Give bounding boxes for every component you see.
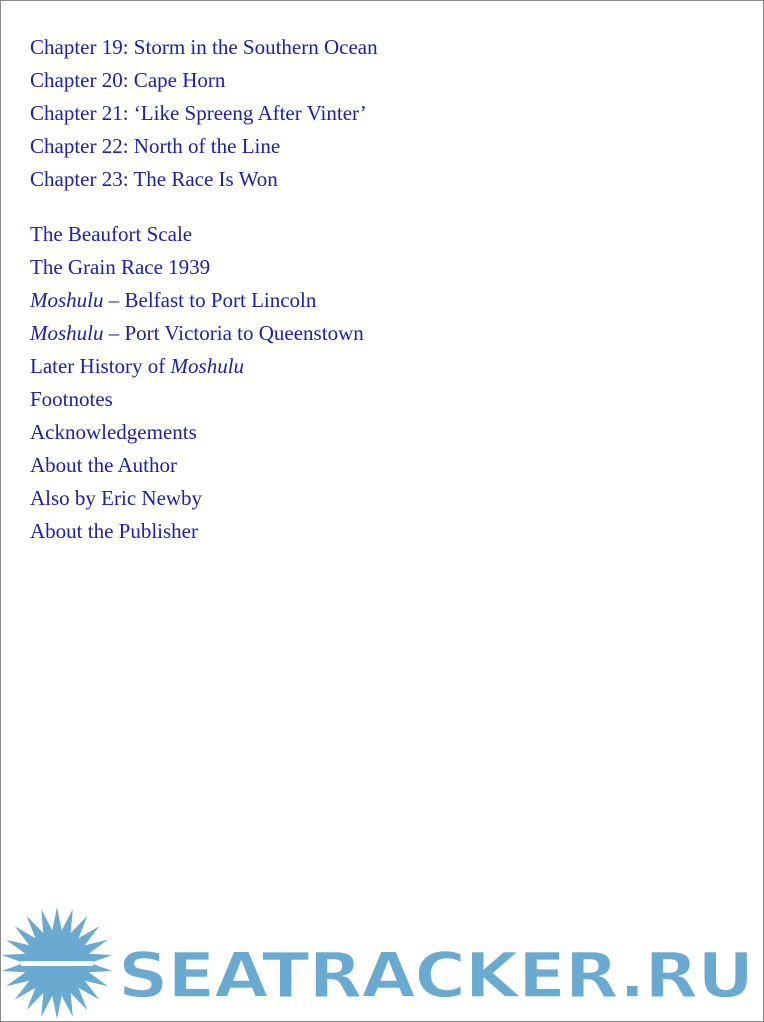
toc-link-chapter-19[interactable]: Chapter 19: Storm in the Southern Ocean	[30, 35, 378, 59]
toc-link-grain-race[interactable]: The Grain Race 1939	[30, 255, 211, 279]
toc-link-text: – Belfast to Port Lincoln	[103, 288, 317, 312]
watermark-text: SEATRACKER.RU	[118, 939, 753, 1012]
toc-link-belfast-to-port-lincoln[interactable]	[30, 284, 378, 317]
ship-name: Moshulu	[30, 288, 104, 312]
toc-link-chapter-21[interactable]: Chapter 21: ‘Like Spreeng After Vinter’	[30, 101, 367, 125]
ship-name: Moshulu	[170, 354, 245, 378]
toc-link-port-victoria-to-queenstown[interactable]	[30, 317, 378, 350]
toc-link-about-the-author[interactable]: About the Author	[30, 453, 177, 477]
table-of-contents	[30, 31, 378, 548]
toc-link-text: Later History of	[30, 354, 171, 378]
toc-link-acknowledgements[interactable]: Acknowledgements	[30, 420, 197, 444]
toc-link-chapter-23[interactable]: Chapter 23: The Race Is Won	[30, 167, 278, 191]
watermark	[1, 906, 763, 1021]
toc-link-chapter-22[interactable]: Chapter 22: North of the Line	[30, 134, 281, 158]
toc-link-beaufort-scale[interactable]: The Beaufort Scale	[30, 222, 193, 246]
toc-link-about-the-publisher[interactable]: About the Publisher	[30, 519, 198, 543]
sun-logo-icon	[2, 907, 113, 1019]
toc-link-text: – Port Victoria to Queenstown	[103, 321, 364, 345]
toc-link-also-by-author[interactable]: Also by Eric Newby	[30, 486, 203, 510]
toc-link-footnotes[interactable]: Footnotes	[30, 387, 113, 411]
toc-link-chapter-20[interactable]: Chapter 20: Cape Horn	[30, 68, 226, 92]
toc-link-later-history[interactable]	[30, 350, 378, 383]
ship-name: Moshulu	[30, 321, 104, 345]
toc-group-spacer	[30, 196, 378, 218]
